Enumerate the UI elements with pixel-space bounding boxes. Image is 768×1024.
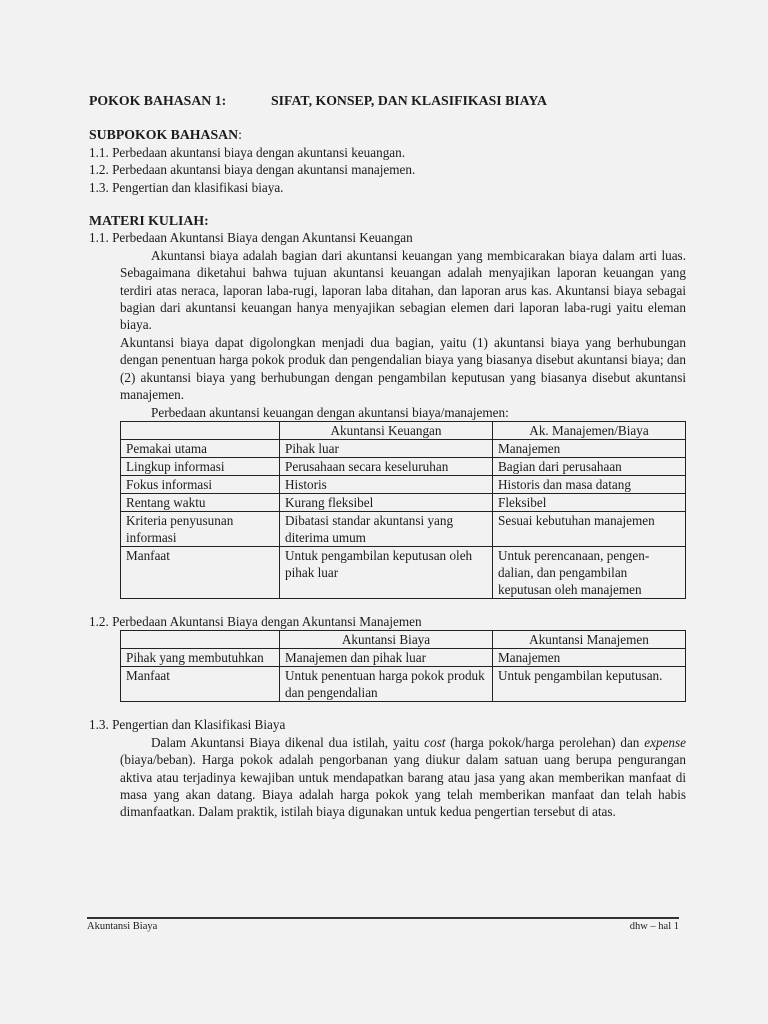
section-3-paragraph — [120, 734, 686, 821]
table-row — [121, 457, 686, 475]
comparison-table-keuangan — [120, 421, 686, 599]
table-cell: Bagian dari perusahaan — [493, 457, 686, 475]
table-cell: Untuk perencanaan, pengen-dalian, dan pengambilan keputusan oleh manajemen — [493, 546, 686, 598]
table-cell: Manajemen dan pihak luar — [280, 649, 493, 667]
table-row — [121, 511, 686, 546]
table-cell: Sesuai kebutuhan manajemen — [493, 511, 686, 546]
table-1-intro: Perbedaan akuntansi keuangan dengan akuntansi biaya/manajemen: — [151, 404, 509, 420]
subpokok-item: 1.3. Pengertian dan klasifikasi biaya. — [89, 179, 284, 195]
table-cell: Untuk pengambilan keputusan. — [493, 667, 686, 702]
table-header-row — [121, 421, 686, 439]
materi-heading: MATERI KULIAH: — [89, 213, 209, 229]
table-row — [121, 649, 686, 667]
page-footer — [87, 917, 679, 932]
section-3-body — [89, 734, 686, 821]
section-1-paragraph-1: Akuntansi biaya adalah bagian dari akuntansi keuangan yang membicarakan biaya dalam arti luas. Sebagaimana diketahui bahwa tujuan akuntansi keuangan adalah menyajikan laporan keuangan yang terdiri atas neraca, laporan laba-rugi, laporan laba ditahan, dan laporan arus kas. Akuntansi biaya sebagai bagian dari akuntansi keuangan hanya menyajikan sebagian elemen dari laporan laba-rugi yaitu eleman biaya. — [120, 247, 686, 333]
term-cost: cost — [424, 734, 446, 750]
section-3-title: 1.3. Pengertian dan Klasifikasi Biaya — [89, 717, 286, 733]
table-row — [121, 493, 686, 511]
subpokok-heading: SUBPOKOK BAHASAN — [89, 127, 239, 143]
table-cell: Fokus informasi — [121, 475, 280, 493]
subpokok-item: 1.1. Perbedaan akuntansi biaya dengan akuntansi keuangan. — [89, 144, 406, 160]
table-cell: Dibatasi standar akuntansi yang diterima umum — [280, 511, 493, 546]
table-cell: Kurang fleksibel — [280, 493, 493, 511]
table-header-cell: Akuntansi Keuangan — [280, 421, 493, 439]
table-cell: Manfaat — [121, 667, 280, 702]
table-cell: Manajemen — [493, 439, 686, 457]
subpokok-item: 1.2. Perbedaan akuntansi biaya dengan akuntansi manajemen. — [89, 162, 416, 178]
table-cell: Kriteria penyusunan informasi — [121, 511, 280, 546]
table-row — [121, 439, 686, 457]
table-cell: Untuk penentuan harga pokok produk dan pengendalian — [280, 667, 493, 702]
term-expense: expense — [644, 734, 686, 750]
section-1-paragraph-2: Akuntansi biaya dapat digolongkan menjadi dua bagian, yaitu (1) akuntansi biaya yang berhubungan dengan penentuan harga pokok produk dan pengendalian biaya yang biasanya disebut akuntansi biaya; dan (2) akuntansi biaya yang berhubungan dengan pengambilan keputusan yang biasanya disebut akuntansi manajemen. — [120, 334, 686, 403]
table-cell: Pihak luar — [280, 439, 493, 457]
table-header-cell — [121, 421, 280, 439]
section-1-title: 1.1. Perbedaan Akuntansi Biaya dengan Akuntansi Keuangan — [89, 230, 413, 246]
table-cell: Fleksibel — [493, 493, 686, 511]
document-content — [89, 92, 686, 821]
title-label: POKOK BAHASAN 1: — [89, 93, 227, 108]
table-cell: Pihak yang membutuhkan — [121, 649, 280, 667]
footer-page-number: dhw – hal 1 — [629, 921, 679, 932]
text-run: (harga pokok/harga perolehan) dan — [450, 734, 640, 750]
table-cell: Historis dan masa datang — [493, 475, 686, 493]
text-run: Dalam Akuntansi Biaya dikenal dua istilah, yaitu — [151, 734, 420, 750]
title-text: SIFAT, KONSEP, DAN KLASIFIKASI BIAYA — [271, 93, 548, 108]
spacer — [89, 702, 686, 716]
text-run: (biaya/beban). Harga pokok adalah pengorbanan yang diukur dalam satuan uang berupa pengurangan aktiva atau terjadinya kewajiban untuk mendapatkan barang atau jasa yang akan memberikan manfaat di masa yang akan datang. Biaya adalah harga pokok yang telah memberikan manfaat dan telah habis dimanfaatkan. Dalam praktik, istilah biaya digunakan untuk kedua pengertian tersebut di atas. — [120, 752, 686, 820]
table-cell: Manajemen — [493, 649, 686, 667]
footer-left: Akuntansi Biaya — [87, 921, 158, 932]
table-header-cell — [121, 631, 280, 649]
table-header-cell: Akuntansi Manajemen — [493, 631, 686, 649]
table-cell: Untuk pengambilan keputusan oleh pihak luar — [280, 546, 493, 598]
subpokok-heading-row — [89, 126, 686, 143]
table-row — [121, 475, 686, 493]
subpokok-colon: : — [238, 127, 242, 143]
table-row — [121, 667, 686, 702]
comparison-table-manajemen — [120, 630, 686, 702]
table-row — [121, 546, 686, 598]
page-title — [89, 92, 686, 109]
table-cell: Pemakai utama — [121, 439, 280, 457]
section-1-body — [89, 247, 686, 421]
table-cell: Rentang waktu — [121, 493, 280, 511]
spacer — [89, 599, 686, 613]
table-cell: Historis — [280, 475, 493, 493]
section-2-title: 1.2. Perbedaan Akuntansi Biaya dengan Akuntansi Manajemen — [89, 613, 422, 629]
table-cell: Manfaat — [121, 546, 280, 598]
table-header-cell: Ak. Manajemen/Biaya — [493, 421, 686, 439]
table-cell: Lingkup informasi — [121, 457, 280, 475]
table-header-row — [121, 631, 686, 649]
table-header-cell: Akuntansi Biaya — [280, 631, 493, 649]
table-cell: Perusahaan secara keseluruhan — [280, 457, 493, 475]
